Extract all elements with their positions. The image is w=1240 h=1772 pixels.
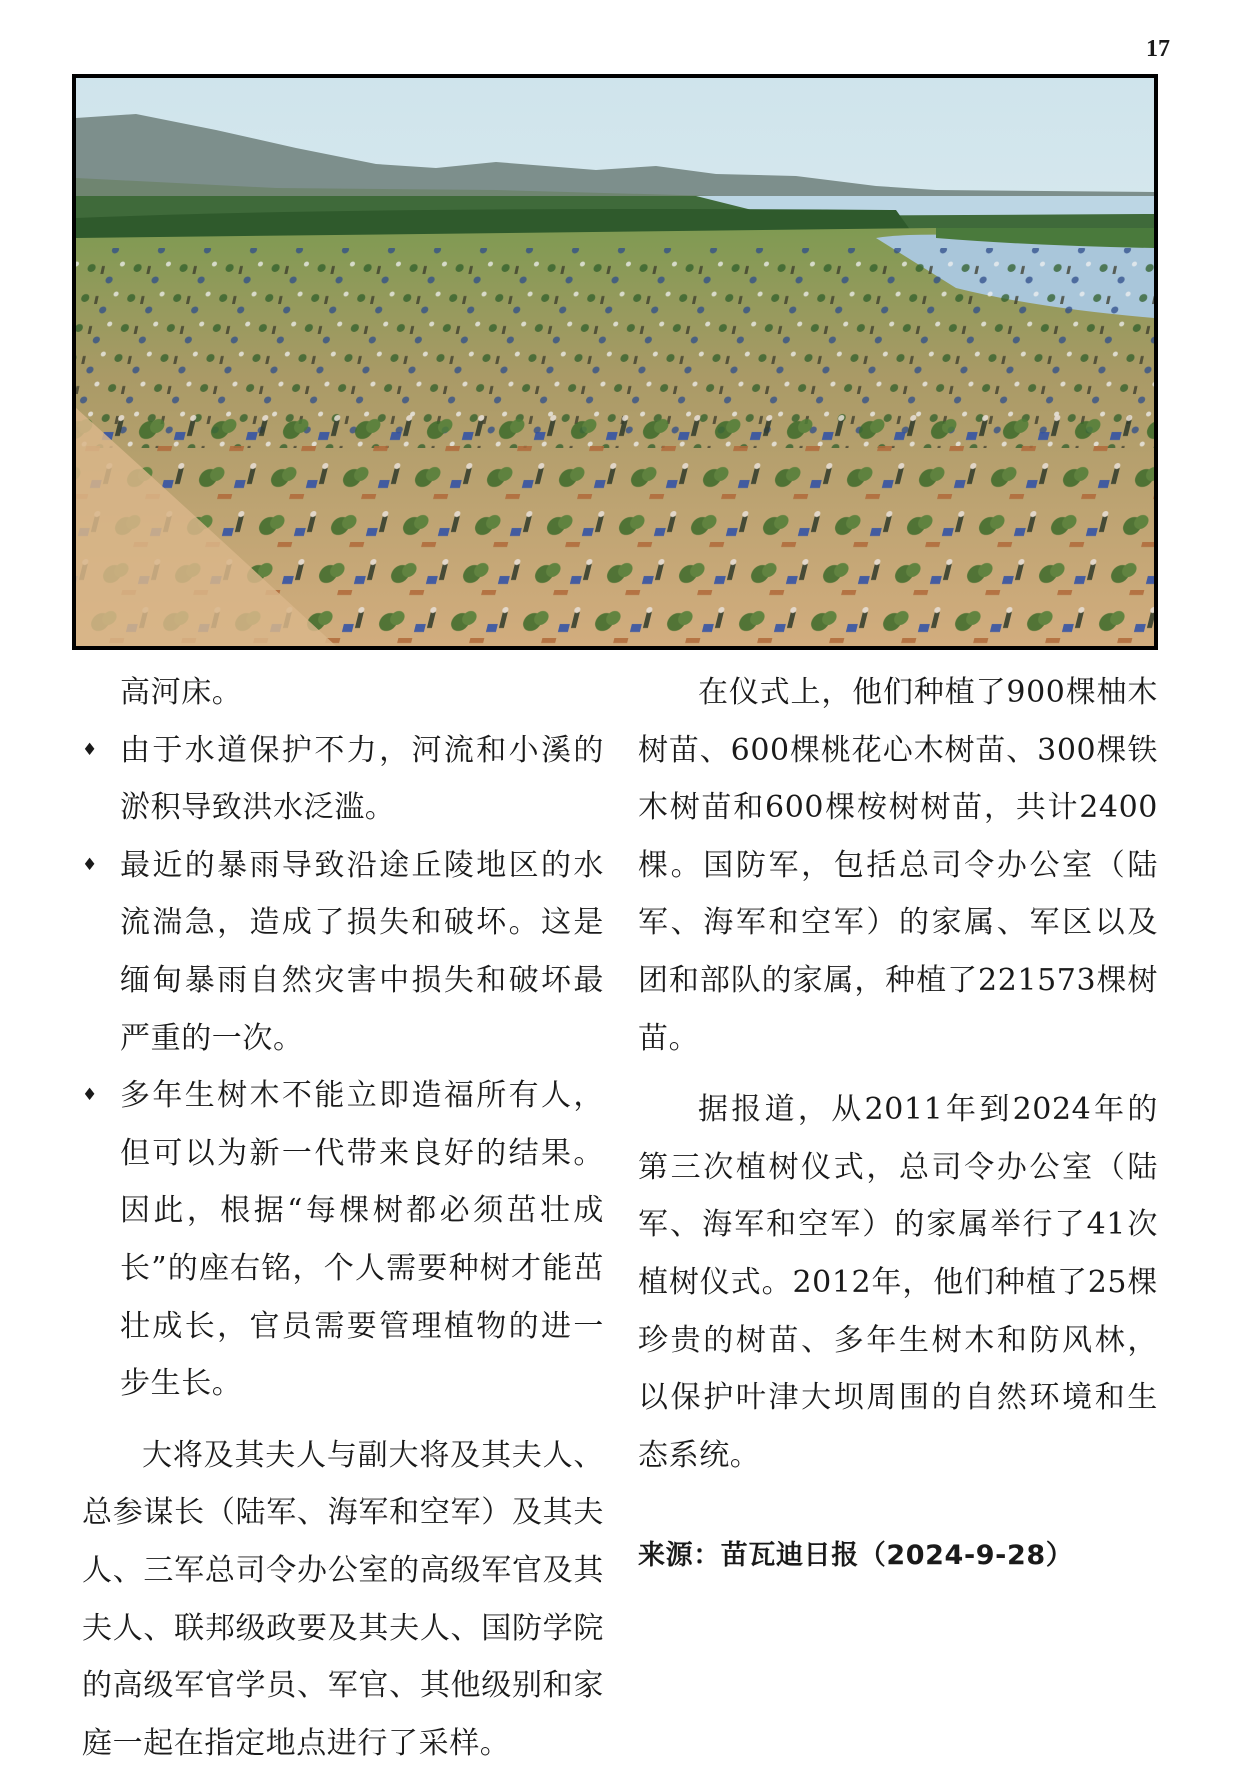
list-item <box>82 1067 604 1413</box>
page-number: 17 <box>1146 36 1170 62</box>
diamond-bullet-icon: ♦ <box>82 739 98 760</box>
right-column <box>638 664 1158 1585</box>
list-item <box>82 837 604 1067</box>
bullet-text: 由于水道保护不力，河流和小溪的淤积导致洪水泛滥。 <box>120 732 604 826</box>
body-paragraph: 大将及其夫人与副大将及其夫人、总参谋长（陆军、海军和空军）及其夫人、三军总司令办公室的高级军官及其夫人、联邦级政要及其夫人、国防学院的高级军官学员、军官、其他级别和家庭一起在指定地点进行了采样。 <box>82 1437 604 1761</box>
diamond-bullet-icon: ♦ <box>82 1085 98 1106</box>
left-column <box>82 664 604 1772</box>
source-citation: 来源：苗瓦迪日报（2024-9-28） <box>638 1540 1074 1572</box>
bullet-text: 多年生树木不能立即造福所有人，但可以为新一代带来良好的结果。因此，根据“每棵树都必须茁壮成长”的座右铭，个人需要种树才能茁壮成长，官员需要管理植物的进一步生长。 <box>120 1078 604 1402</box>
body-paragraph: 在仪式上，他们种植了900棵柚木树苗、600棵桃花心木树苗、300棵铁木树苗和600棵桉树树苗，共计2400棵。国防军，包括总司令办公室（陆军、海军和空军）的家属、军区以及团和部队的家属，种植了221573棵树苗。 <box>638 675 1158 1056</box>
list-item <box>82 722 604 837</box>
bullet-text: 最近的暴雨导致沿途丘陵地区的水流湍急，造成了损失和破坏。这是缅甸暴雨自然灾害中损失和破坏最严重的一次。 <box>120 847 604 1056</box>
diamond-bullet-icon: ♦ <box>82 854 98 875</box>
continuation-text: 高河床。 <box>120 675 243 710</box>
tree-planting-field-photo-icon <box>76 78 1154 646</box>
body-paragraph: 据报道，从2011年到2024年的第三次植树仪式，总司令办公室（陆军、海军和空军）的家属举行了41次植树仪式。2012年，他们种植了25棵珍贵的树苗、多年生树木和防风林，以保护叶津大坝周围的自然环境和生态系统。 <box>638 1092 1158 1473</box>
tree-planting-photo <box>72 74 1158 650</box>
